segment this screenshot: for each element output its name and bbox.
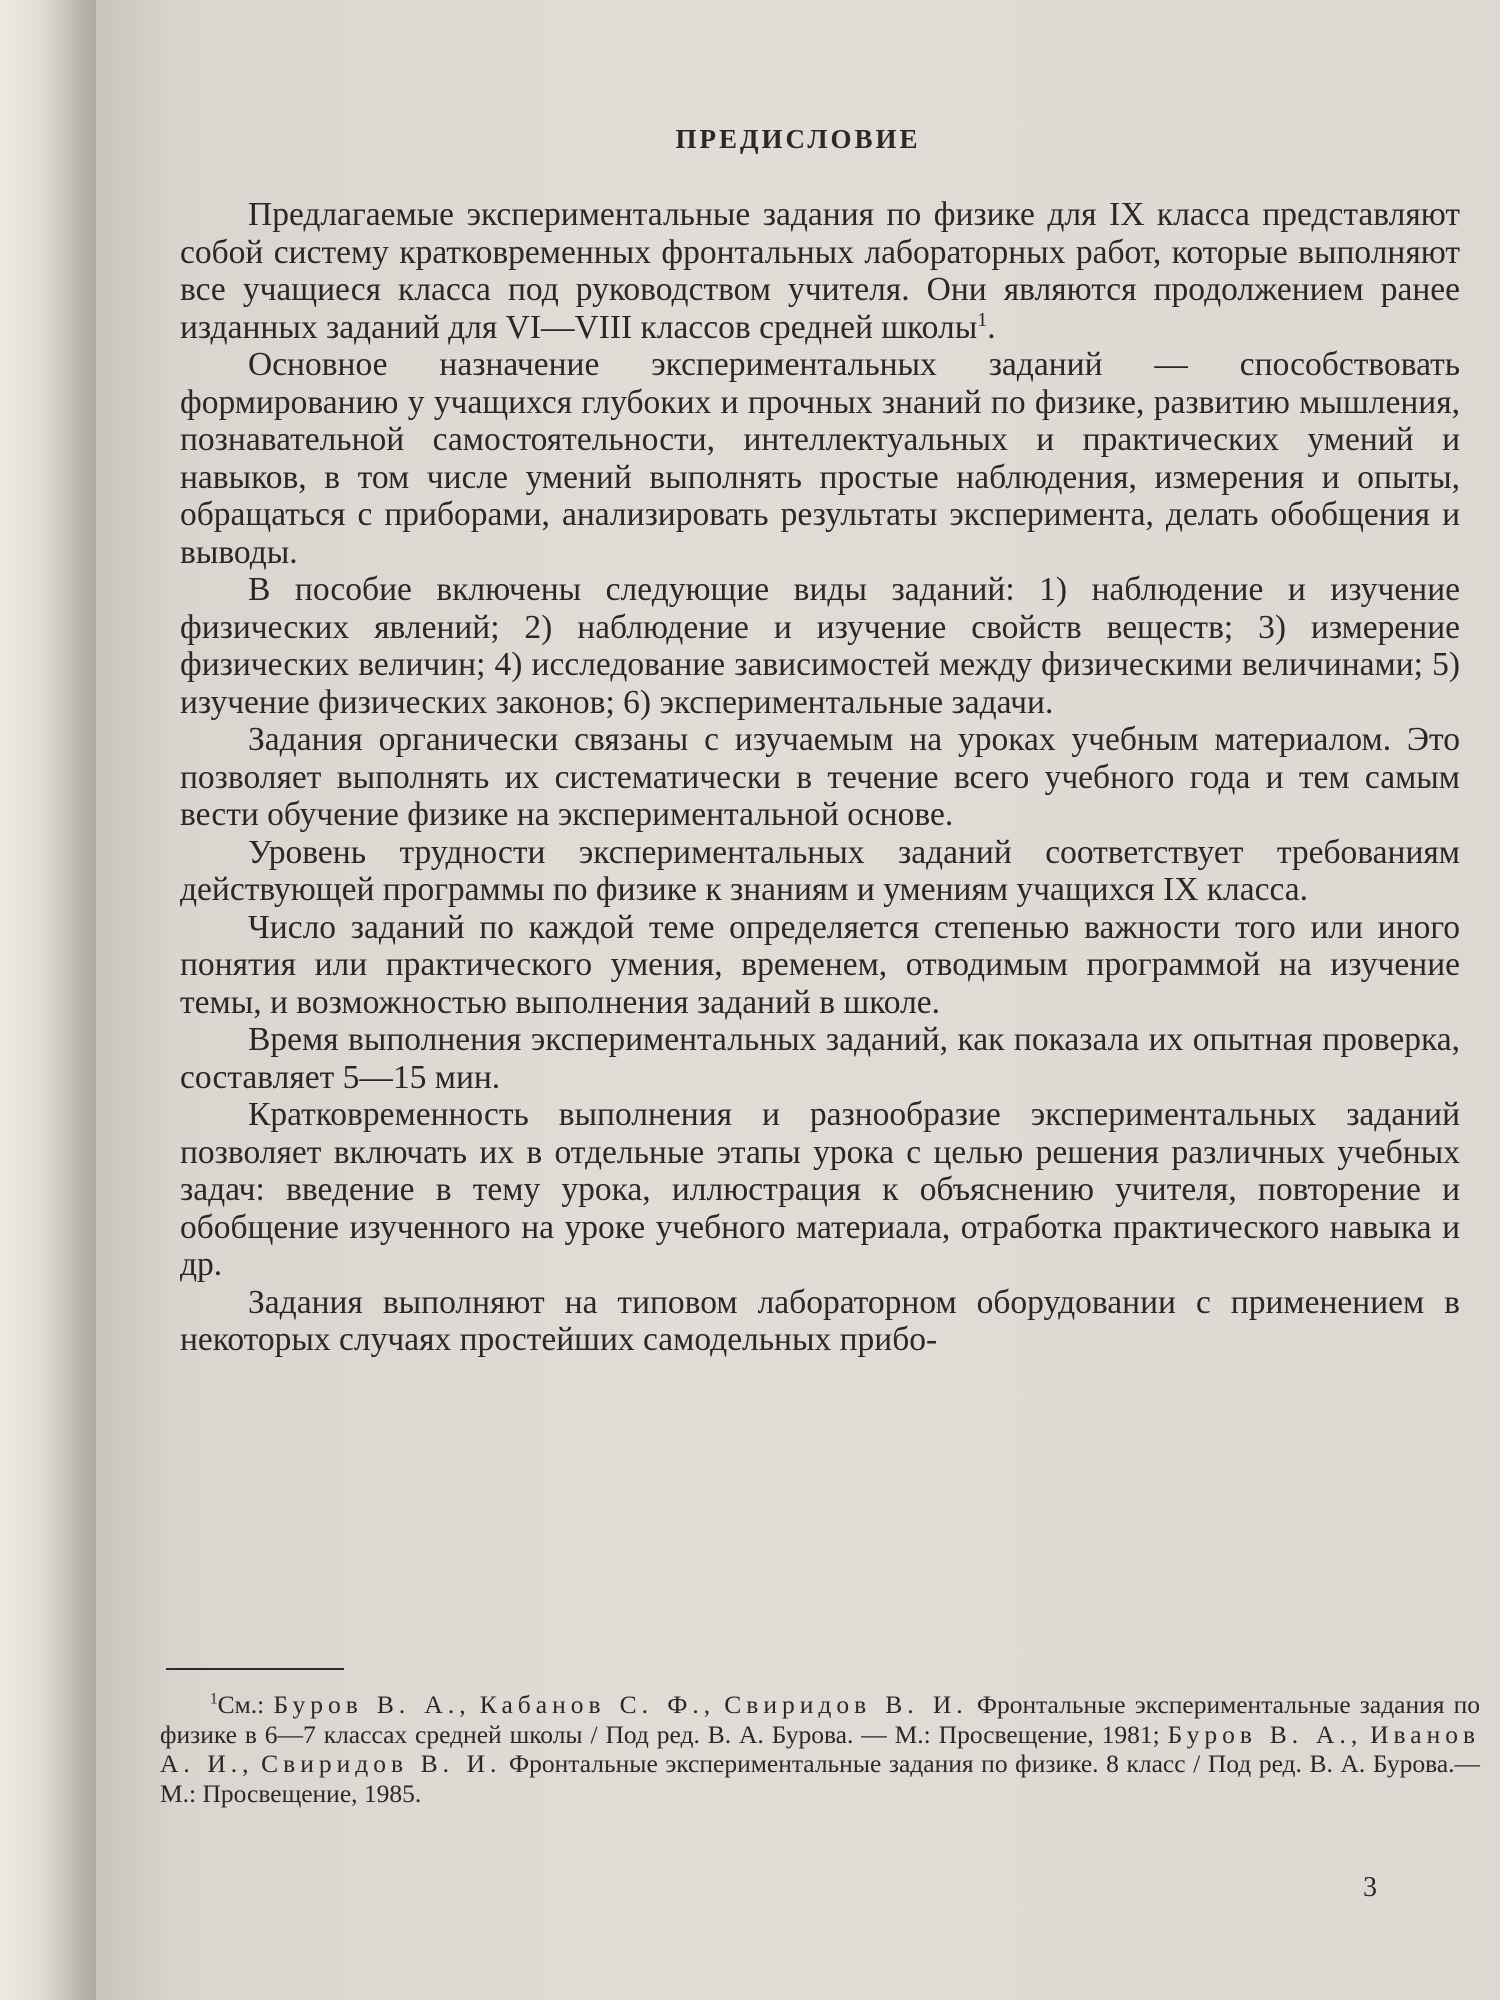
footnote — [160, 1690, 1480, 1808]
footnote-author: Иванов А. И., — [160, 1719, 1480, 1778]
footnote-author: Свиридов В. И. — [261, 1749, 502, 1778]
footnote-author: Свиридов В. И. — [724, 1690, 968, 1719]
paragraph-9: Задания выполняют на типовом лабораторном оборудовании с применением в некоторых случаях простейших самодельных прибо- — [180, 1283, 1460, 1358]
paragraph-1 — [180, 196, 1460, 346]
footnote-reference: 1 — [977, 308, 988, 331]
footnote-author: Кабанов С. Ф., — [479, 1690, 716, 1719]
page-number: 3 — [1363, 1872, 1377, 1903]
footnote-divider — [166, 1668, 344, 1670]
paragraph-8: Кратковременность выполнения и разнообразие экспериментальных заданий позволяет включать их в отдельные этапы урока с целью решения различных учебных задач: введение в тему урока, иллюстрация к объяснению учителя, повторение и обобщение изученного на уроке учебного материала, отработка практического навыка и др. — [180, 1096, 1460, 1283]
footnote-mark: 1 — [210, 1690, 218, 1708]
paragraph-2: Основное назначение экспериментальных заданий — способствовать формированию у учащихся глубоких и прочных знаний по физике, развитию мышления, познавательной самостоятельности, интеллектуальных и практических умений и навыков, в том числе умений выполнять простые наблюдения, измерения и опыты, обращаться с приборами, анализировать результаты эксперимента, делать обобщения и выводы. — [180, 346, 1460, 571]
footnote-author: Буров В. А., — [273, 1690, 471, 1719]
body-text — [180, 196, 1460, 1359]
paragraph-6: Число заданий по каждой теме определяется степенью важности того или иного понятия или практического умения, временем, отводимым программой на изучение темы, и возможностью выполнения заданий в школе. — [180, 908, 1460, 1021]
paragraph-4: Задания органически связаны с изучаемым на уроках учебным материалом. Это позволяет выполнять их систематически в течение всего учебного года и тем самым вести обучение физике на экспериментальной основе. — [180, 721, 1460, 833]
footnote-work: Фронтальные экспериментальные задания по физике. 8 класс / Под ред. В. А. Бурова.— М.: Просвещение, 1985. — [160, 1749, 1481, 1808]
paragraph-1-text: Предлагаемые экспериментальные задания по физике для IX класса представляют собой систему кратковременных фронтальных лабораторных работ, которые выполняют все учащиеся класса под руководством учителя. Они являются продолжением ранее изданных заданий для VI—VIII классов средней школы — [180, 196, 1460, 346]
footnote-work: Фронтальные экспериментальные задания по физике в 6—7 классах средней школы / Под ред. В. А. Бурова. — М.: Просвещение, 1981; — [160, 1690, 1481, 1749]
page-title: ПРЕДИСЛОВИЕ — [675, 124, 921, 154]
paragraph-1-end: . — [987, 308, 996, 346]
footnote-prefix: См.: — [217, 1690, 265, 1719]
footnote-author: Буров В. А., — [1167, 1719, 1363, 1749]
facing-page-edge — [0, 0, 100, 2000]
paragraph-5: Уровень трудности экспериментальных заданий соответствует требованиям действующей программы по физике к знаниям и умениям учащихся IX класса. — [180, 833, 1460, 908]
book-page — [96, 0, 1500, 2000]
paragraph-3: В пособие включены следующие виды заданий: 1) наблюдение и изучение физических явлений; 2) наблюдение и изучение свойств веществ; 3) измерение физических величин; 4) исследование зависимостей между физическими величинами; 5) изучение физических законов; 6) экспериментальные задачи. — [180, 571, 1460, 721]
paragraph-7: Время выполнения экспериментальных заданий, как показала их опытная проверка, составляет 5—15 мин. — [180, 1021, 1460, 1096]
